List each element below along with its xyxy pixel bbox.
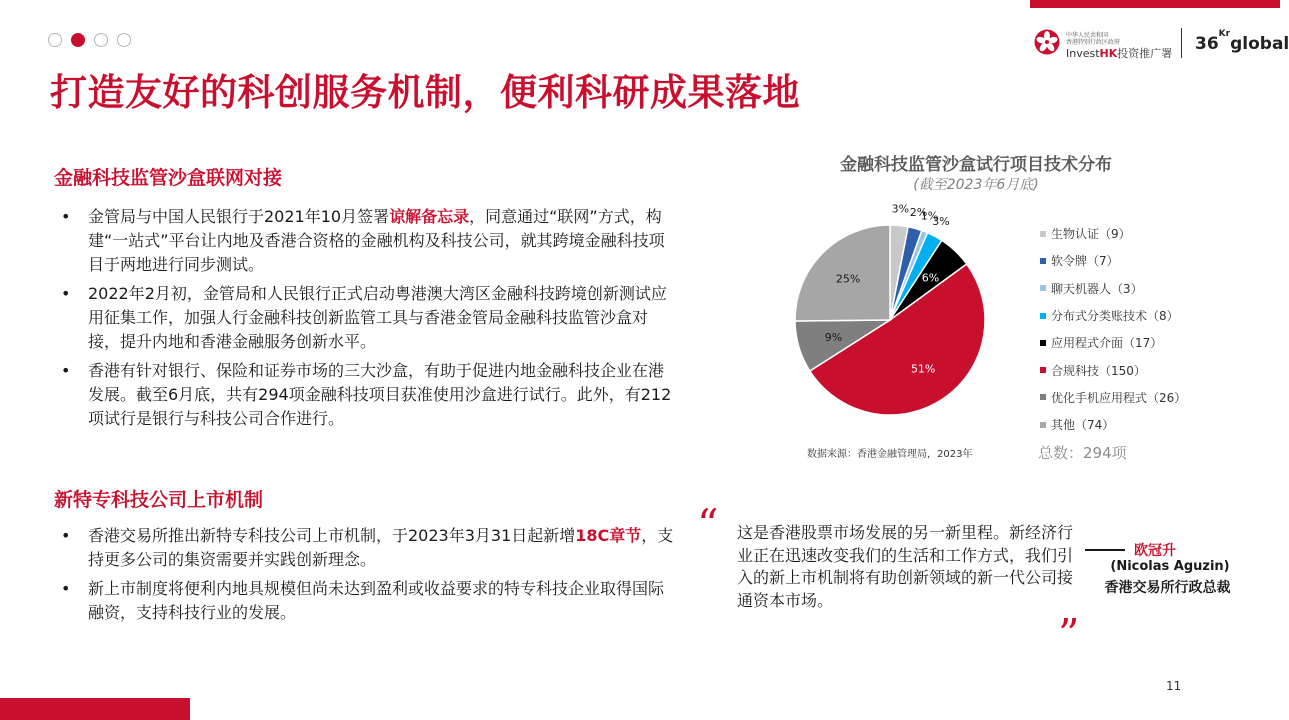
indicator-dot[interactable] <box>48 33 62 47</box>
legend-label: 其他（74） <box>1051 418 1115 433</box>
legend-swatch <box>1040 394 1046 400</box>
legend-swatch <box>1040 231 1046 237</box>
pie-data-label: 9% <box>824 330 843 344</box>
legend-label: 生物认证（9） <box>1051 227 1131 242</box>
legend-label: 优化手机应用程式（26） <box>1051 390 1187 405</box>
section-heading-sandbox: 金融科技监管沙盒联网对接 <box>54 167 283 189</box>
pie-data-label: 1% <box>920 209 939 223</box>
pie-data-label: 51% <box>910 362 936 376</box>
legend-item <box>1040 384 1186 411</box>
chart-title: 金融科技监管沙盒试行项目技术分布 <box>840 155 1112 175</box>
pie-data-label: 3% <box>891 202 910 216</box>
chart-subtitle: (截至2023年6月底) <box>913 177 1039 193</box>
sandbox-bullet-list <box>55 205 675 436</box>
slide-indicator <box>48 33 131 47</box>
page-title: 打造友好的科创服务机制，便利科研成果落地 <box>50 71 800 114</box>
legend-item <box>1040 302 1186 329</box>
chart-total: 总数：294项 <box>1038 444 1127 462</box>
listing-bullet-list <box>55 524 675 630</box>
legend-swatch <box>1040 422 1046 428</box>
legend-label: 软令牌（7） <box>1051 254 1119 269</box>
global-logo-text: $36^{Kr}global$ <box>1195 29 1289 54</box>
list-item: • 2022年2月初，金管局和人民银行正式启动粤港澳大湾区金融科技跨境创新测试应用征集工作，加强人行金融科技创新监管工具与香港金管局金融科技监管沙盒对接，提升内地和香港金融服务创新水平。 <box>55 282 675 354</box>
legend-item <box>1040 356 1186 383</box>
logo-divider <box>1181 28 1182 58</box>
investhk-org-line2: 香港特别行政区政府 <box>1066 39 1121 46</box>
bottom-accent-bar <box>0 698 190 720</box>
logo-area <box>1030 24 1289 64</box>
list-item: • 香港交易所推出新特专科技公司上市机制，于2023年3月31日起新增18C章节，支持更多公司的集资需要并实践创新理念。 <box>55 524 675 572</box>
legend-swatch <box>1040 313 1046 319</box>
legend-item <box>1040 247 1186 274</box>
investhk-org-line1: 中华人民共和国 <box>1066 32 1109 39</box>
legend-label: 合规科技（150） <box>1051 363 1146 378</box>
section-heading-listing: 新特专科技公司上市机制 <box>54 489 264 511</box>
legend-swatch <box>1040 285 1046 291</box>
list-item: • 新上市制度将便利内地具规模但尚未达到盈利或收益要求的特专科技企业取得国际融资，支持科技行业的发展。 <box>55 577 675 625</box>
pie-chart <box>780 195 1020 435</box>
legend-label: 聊天机器人（3） <box>1051 281 1143 296</box>
legend-label: 分布式分类账技术（8） <box>1051 309 1179 324</box>
legend-item <box>1040 411 1186 438</box>
list-item: • 金管局与中国人民银行于2021年10月签署谅解备忘录，同意通过“联网”方式，构建“一站式”平台让内地及香港合资格的金融机构及科技公司，就其跨境金融科技项目于两地进行同步测试。 <box>55 205 675 277</box>
list-item: • 香港有针对银行、保险和证券市场的三大沙盒，有助于促进内地金融科技企业在港发展。截至6月底，共有294项金融科技项目获准使用沙盒进行试行。此外，有212项试行是银行与科技公司合作进行。 <box>55 359 675 431</box>
speaker-name: 欧冠升 <box>1134 543 1176 559</box>
legend-swatch <box>1040 258 1046 264</box>
quote-close-icon: ” <box>1058 610 1080 659</box>
investhk-logo-text: InvestHK投资推广署 <box>1066 47 1173 60</box>
legend-swatch <box>1040 367 1046 373</box>
speaker-english-name: (Nicolas Aguzin) <box>1110 559 1230 574</box>
legend-item <box>1040 220 1186 247</box>
chart-legend <box>1040 220 1186 438</box>
speaker-role: 香港交易所行政总裁 <box>1104 580 1231 596</box>
pie-data-label: 2% <box>909 205 928 219</box>
legend-item <box>1040 275 1186 302</box>
quote-open-icon: “ <box>697 500 719 549</box>
pie-data-label: 6% <box>921 271 940 285</box>
chart-source: 数据来源：香港金融管理局，2023年 <box>807 449 973 460</box>
attribution-line <box>1085 549 1125 551</box>
quote-text: 这是香港股票市场发展的另一新里程。新经济行业正在迅速改变我们的生活和工作方式，我们引入的新上市机制将有助创新领域的新一代公司接通资本市场。 <box>737 523 1074 610</box>
page-number: 11 <box>1166 679 1182 693</box>
legend-label: 应用程式介面（17） <box>1051 336 1163 351</box>
top-accent-bar <box>1030 0 1280 8</box>
indicator-dot[interactable] <box>117 33 131 47</box>
pie-data-label: 3% <box>932 214 950 228</box>
pie-data-label: 25% <box>835 272 861 286</box>
indicator-dot[interactable] <box>71 33 85 47</box>
legend-item <box>1040 329 1186 356</box>
legend-swatch <box>1040 340 1046 346</box>
bauhinia-emblem-icon <box>1034 29 1060 55</box>
indicator-dot[interactable] <box>94 33 108 47</box>
